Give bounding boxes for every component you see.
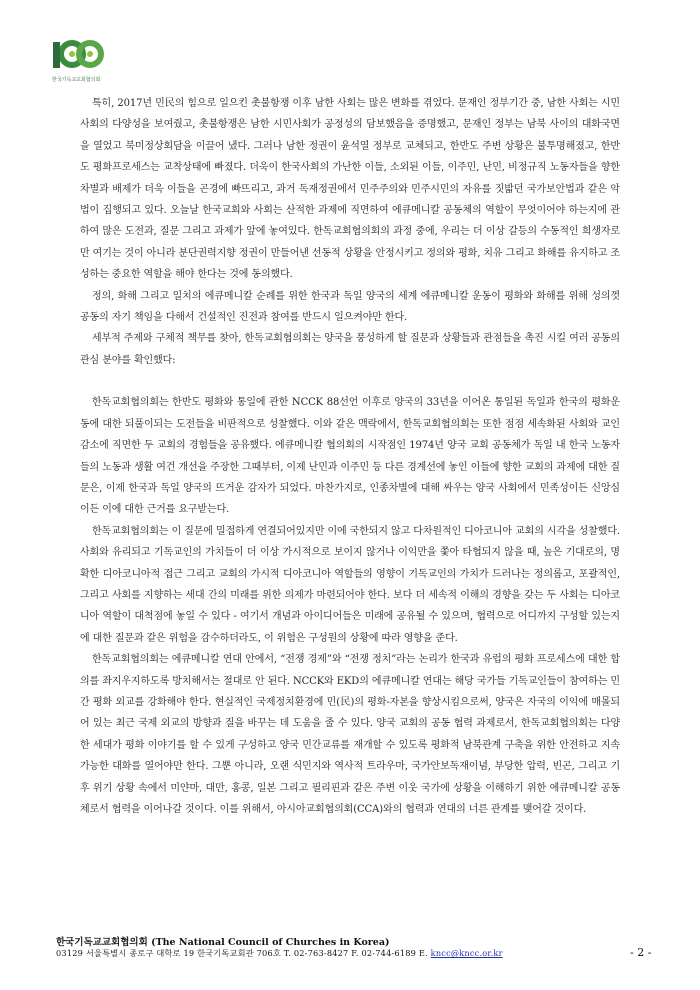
footer-email-link[interactable]: kncc@kncc.or.kr — [430, 948, 503, 958]
paragraph-6: 한독교회협의회는 에큐메니칼 연대 안에서, “전쟁 경제”와 “전쟁 정치”라는 논리가 한국과 유럽의 평화 프로세스에 대한 합의를 좌지우지하도록 방치해서는 절대로 안 된다. NCCK와 EKD의 에큐메니칼 연대는 해당 국가들 기독교인들이 참여하는 민간 평화 외교를 강화해야 한다. 현실적인 국제정치환경에 민(民)의 평화-자본을 향상시킴으로써, 양국은 자국의 이익에 매몰되어 있는 최근 국제 외교의 방향과 질을 바꾸는 데 도움을 줄 수 있다. 양국 교회의 공동 협력 과제로서, 한독교회협의회는 다양한 세대가 평화 이야기를 할 수 있게 구성하고 양국 민간교류를 재개할 수 있도록 평화적 남북관계 구축을 위한 안전하고 지속가능한 대화를 열어야만 한다. 그뿐 아니라, 오랜 식민지와 역사적 트라우마, 국가안보독재이념, 부당한 압력, 빈곤, 그리고 기후 위기 상황 속에서 미얀마, 대만, 홍콩, 일본 그리고 필리핀과 같은 주변 이웃 국가에 상황을 이해하기 위한 에큐메니칼 공동체로서 협력을 이어나갈 것이다. 이를 위해서, 아시아교회협의회(CCA)와의 협력과 연대의 너른 관계를 맺어갈 것이다. — [80, 654, 620, 815]
paragraph-2: 정의, 화해 그리고 일치의 에큐메니칼 순례를 위한 한국과 독일 양국의 세계 에큐메니칼 운동이 평화와 화해를 위해 성의껏 공동의 자기 책임을 다해서 건설적인 진전과 참여를 반드시 일으켜야만 한다. — [80, 290, 620, 324]
paragraph-5: 한독교회협의회는 이 질문에 밀접하게 연결되어있지만 이에 국한되지 않고 다차원적인 디아코니아 교회의 시각을 성찰했다. 사회와 유리되고 기독교인의 가치들이 더 이상 가시적으로 보이지 않거나 이익만을 쫓아 타협되지 않을 때, 높은 기대로의, 명확한 디아코니아적 접근 그리고 교회의 가시적 디아코니아 역할들의 영향이 기독교인의 가치가 드러나는 정의롭고, 포괄적인, 그리고 사회를 지향하는 세대 간의 미래를 위한 의제가 마련되어야 한다. 보다 더 세속적 이해의 경향을 갖는 두 사회는 디아코니아 역할이 대척점에 놓일 수 있다 - 여기서 개념과 아이디어들은 미래에 공유될 수 있으며, 협력으로 어디까지 구성할 있는지에 대한 질문과 같은 위험을 감수하더라도, 이 위험은 구성원의 상황에 따라 영향을 준다. — [80, 525, 620, 644]
logo-caption: 한국기독교교회협의회 — [52, 77, 101, 83]
logo-graphic-icon — [50, 34, 104, 80]
footer-address: 03129 서울특별시 종로구 대학로 19 한국기독교회관 706호 T. 02-763-8427 F. 02-744-6189 E. — [56, 948, 431, 958]
page-footer — [0, 930, 700, 990]
page-number: - 2 - — [630, 946, 652, 959]
kncc-100th-logo — [50, 34, 104, 80]
footer-organization: 한국기독교교회협의회 (The National Council of Churches in Korea) — [56, 937, 390, 948]
document-body — [80, 93, 620, 820]
paragraph-gap — [80, 371, 620, 392]
paragraph-1: 특히, 2017년 민民의 힘으로 일으킨 촛불항쟁 이후 남한 사회는 많은 변화를 겪었다. 문재인 정부기간 중, 남한 사회는 시민사회의 다양성을 보여줬고, 촛불항쟁은 남한 시민사회가 공정성의 담보했음을 증명했고, 문재인 정부는 남북 사이의 대화국면을 열었고 북미정상회담을 이끌어 냈다. 그러나 남한 정권이 윤석열 정부로 교체되고, 한반도 주변 상황은 불투명해졌고, 한반도 평화프로세스는 교착상태에 빠졌다. 더욱이 한국사회의 가난한 이들, 소외된 이들, 이주민, 난민, 비정규직 노동자들을 향한 차별과 배제가 더욱 이들을 곤경에 빠뜨리고, 과거 독재정권에서 민주주의와 민주시민의 자유를 짓밟던 국가보안법과 같은 악법이 집행되고 있다. 오늘날 한국교회와 사회는 산적한 과제에 직면하여 에큐메니칼 공동체의 역할이 무엇이어야 하는지에 관하여 많은 도전과, 질문 그리고 과제가 앞에 놓여있다. 한독교회협의회의 과정 중에, 우리는 더 이상 갈등의 수동적인 희생자로만 여기는 것이 아니라 분단권력지향 정권이 만들어낸 선동적 상황을 안정시키고 정의와 평화, 치유 그리고 화해를 유지하고 조성하는 중요한 역할을 해야 한다는 것에 동의했다. — [80, 98, 620, 281]
paragraph-4: 한독교회협의회는 한반도 평화와 통일에 관한 NCCK 88선언 이후로 양국의 33년을 이어온 통일된 독일과 한국의 평화운동에 대한 되풀이되는 도전들을 비판적으로 성찰했다. 이와 같은 맥락에서, 한독교회협의회는 또한 점점 세속화된 사회와 교인감소에 직면한 두 교회의 경험들을 공유했다. 에큐메니칼 협의회의 시작점인 1974년 양국 교회 공동체가 독일 내 한국 노동자들의 노동과 생활 여건 개선을 주장한 그때부터, 이제 난민과 이주민 등 다른 경계선에 놓인 이들에 향한 교회의 과제에 대한 질문은, 이제 한국과 독일 양국의 뜨거운 감자가 되었다. 마찬가지로, 인종차별에 대해 싸우는 양국 사회에서 민족성이든 신앙심이든 이에 대한 근거를 요구받는다. — [80, 397, 620, 516]
paragraph-3: 세부적 주제와 구체적 책무를 찾아, 한독교회협의회는 양국을 풍성하게 할 질문과 상황들과 관점들을 촉진 시킬 여러 공동의 관심 분야를 확인했다: — [80, 333, 620, 366]
footer-address-line — [56, 948, 503, 959]
